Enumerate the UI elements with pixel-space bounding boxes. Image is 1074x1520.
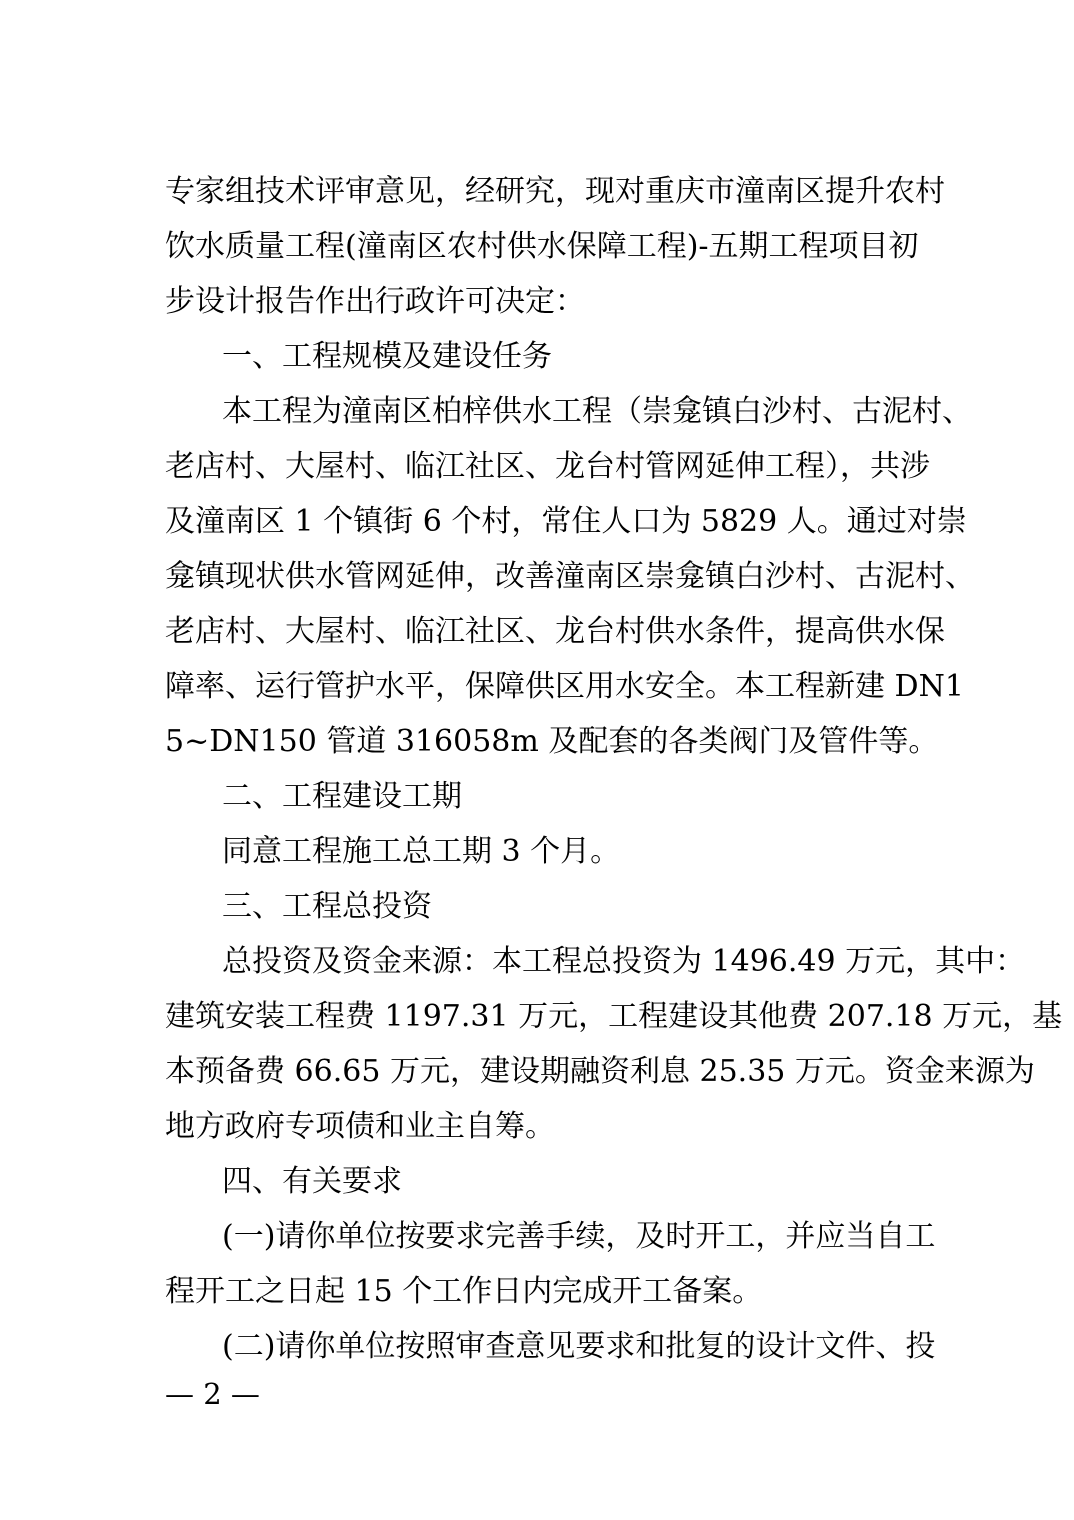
- paragraph-line: 专家组技术评审意见，经研究，现对重庆市潼南区提升农村: [165, 174, 945, 209]
- paragraph-line: (二)请你单位按照审查意见要求和批复的设计文件、投: [222, 1329, 936, 1364]
- paragraph-line: 步设计报告作出行政许可决定：: [165, 284, 585, 319]
- page-number: — 2 —: [165, 1377, 260, 1411]
- paragraph-line: 饮水质量工程(潼南区农村供水保障工程)-五期工程项目初: [165, 229, 919, 264]
- paragraph-line: 总投资及资金来源：本工程总投资为 1496.49 万元，其中：: [222, 944, 1026, 979]
- paragraph-line: 龛镇现状供水管网延伸，改善潼南区崇龛镇白沙村、古泥村、: [165, 559, 975, 594]
- paragraph-line: 老店村、大屋村、临江社区、龙台村供水条件，提高供水保: [165, 614, 945, 649]
- paragraph-line: 本预备费 66.65 万元，建设期融资利息 25.35 万元。资金来源为: [165, 1054, 1035, 1089]
- paragraph-line: 老店村、大屋村、临江社区、龙台村管网延伸工程），共涉: [165, 449, 930, 484]
- paragraph-line: (一)请你单位按要求完善手续，及时开工，并应当自工: [222, 1219, 936, 1254]
- section-heading-investment: 三、工程总投资: [222, 889, 432, 924]
- paragraph-line: 本工程为潼南区柏梓供水工程（崇龛镇白沙村、古泥村、: [222, 394, 972, 429]
- paragraph-line: 及潼南区 1 个镇街 6 个村，常住人口为 5829 人。通过对崇: [165, 504, 967, 539]
- paragraph-line: 程开工之日起 15 个工作日内完成开工备案。: [165, 1274, 763, 1309]
- section-heading-requirements: 四、有关要求: [222, 1164, 402, 1199]
- paragraph-line: 5~DN150 管道 316058m 及配套的各类阀门及管件等。: [165, 724, 939, 759]
- paragraph-line: 障率、运行管护水平，保障供区用水安全。本工程新建 DN1: [165, 669, 964, 704]
- paragraph-line: 地方政府专项债和业主自筹。: [165, 1109, 555, 1144]
- section-heading-schedule: 二、工程建设工期: [222, 779, 462, 814]
- section-heading-scale: 一、工程规模及建设任务: [222, 339, 552, 374]
- paragraph-line: 同意工程施工总工期 3 个月。: [222, 834, 621, 869]
- paragraph-line: 建筑安装工程费 1197.31 万元，工程建设其他费 207.18 万元，基: [165, 999, 1063, 1034]
